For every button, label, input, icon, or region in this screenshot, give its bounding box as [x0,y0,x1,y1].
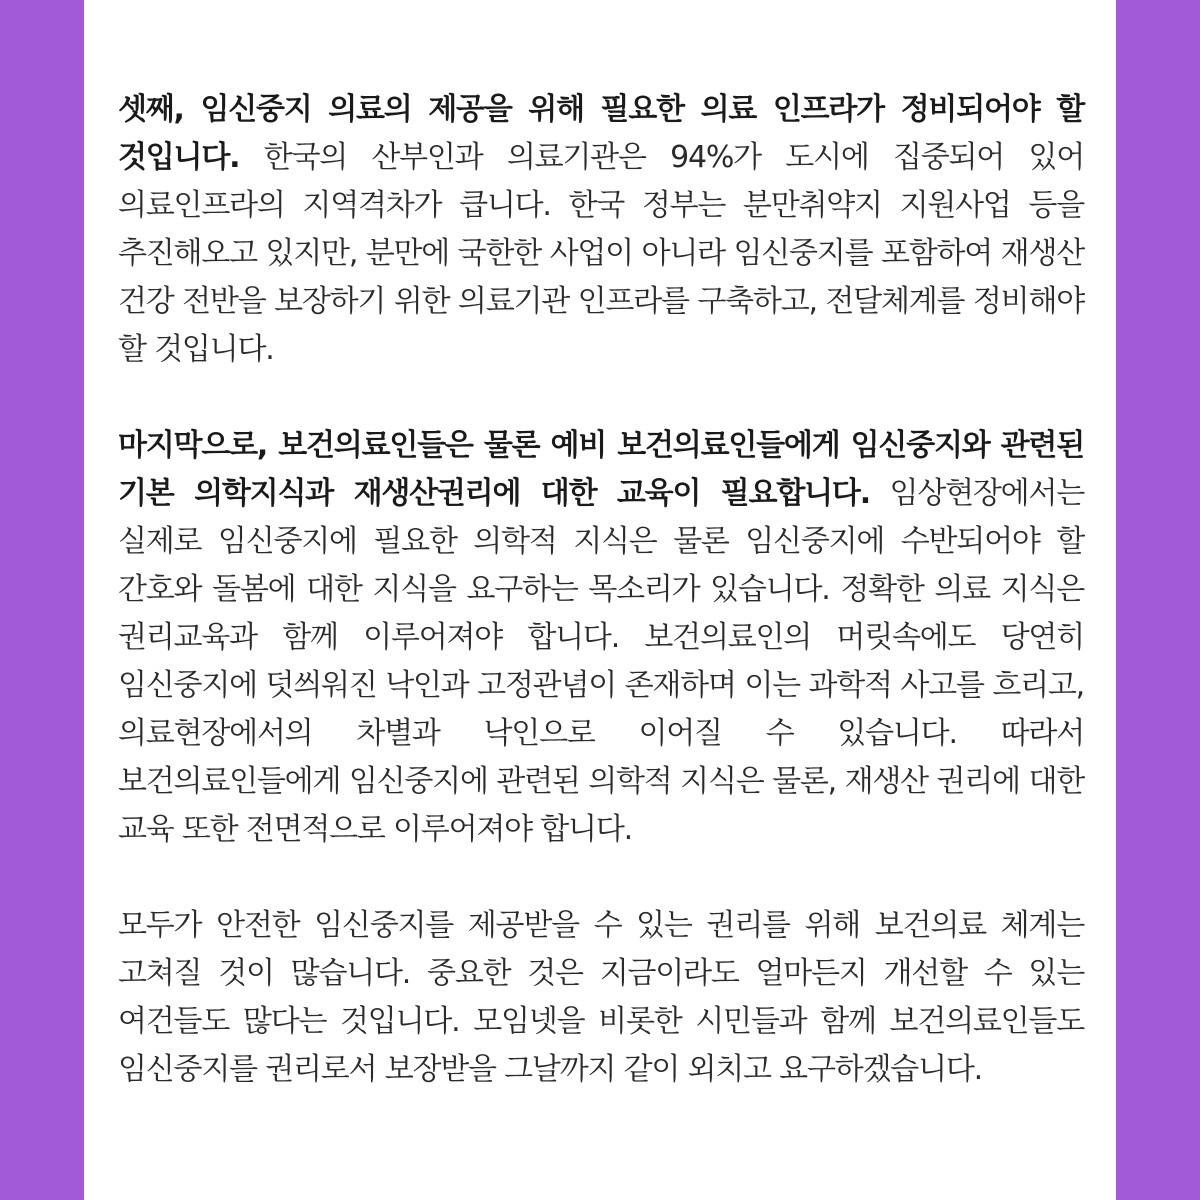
document-page [84,0,1116,1200]
paragraph-body: 임상현장에서는 실제로 임신중지에 필요한 의학적 지식은 물론 임신중지에 수반되어야 할 간호와 돌봄에 대한 지식을 요구하는 목소리가 있습니다. 정확한 의료 지식은 권리교육과 함께 이루어져야 합니다. 보건의료인의 머릿속에도 당연히 임신중지에 덧씌워진 낙인과 고정관념이 존재하며 이는 과학적 사고를 흐리고, 의료현장에서의 차별과 낙인으로 이어질 수 있습니다. 따라서 보건의료인들에게 임신중지에 관련된 의학적 지식은 물론, 재생산 권리에 대한 교육 또한 전면적으로 이루어져야 합니다. [118,476,1085,847]
paragraph-education [118,422,1084,854]
paragraph-infrastructure [118,86,1084,374]
paragraph-body: 한국의 산부인과 의료기관은 94%가 도시에 집중되어 있어 의료인프라의 지역격차가 큽니다. 한국 정부는 분만취약지 지원사업 등을 추진해오고 있지만, 분만에 국한한 사업이 아니라 임신중지를 포함하여 재생산 건강 전반을 보장하기 위한 의료기관 인프라를 구축하고, 전달체계를 정비해야 할 것입니다. [118,140,1084,367]
paragraph-body: 모두가 안전한 임신중지를 제공받을 수 있는 권리를 위해 보건의료 체계는 고쳐질 것이 많습니다. 중요한 것은 지금이라도 얼마든지 개선할 수 있는 여건들도 많다는 것입니다. 모임넷을 비롯한 시민들과 함께 보건의료인들도 임신중지를 권리로서 보장받을 그날까지 같이 외치고 요구하겠습니다. [118,908,1084,1087]
paragraph-lead: 마지막으로, 보건의료인들은 물론 예비 보건의료인들에게 임신중지와 관련된 기본 의학지식과 재생산권리에 대한 교육이 필요합니다. [118,428,1084,511]
document-body [118,86,1084,1094]
paragraph-lead: 셋째, 임신중지 의료의 제공을 위해 필요한 의료 인프라가 정비되어야 할 것입니다. [118,92,1084,175]
paragraph-conclusion [118,902,1084,1094]
